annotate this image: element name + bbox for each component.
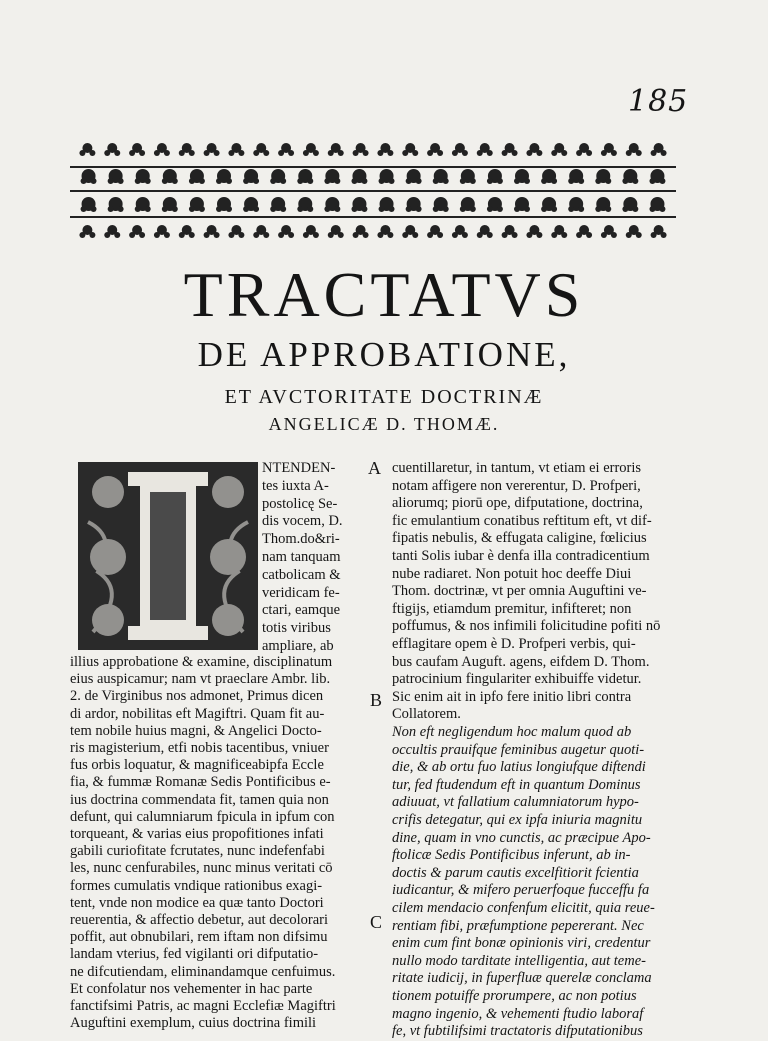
left-column-line: poffit, aut obnubilari, rem iftam non difsimu xyxy=(70,929,328,946)
right-column-line: nullo modo tarditate intelligentia, aut teme- xyxy=(392,952,646,969)
left-column-line: catbolicam & xyxy=(262,566,341,583)
left-column-line: landam vterius, fed vigilanti ori difputatio- xyxy=(70,946,319,963)
left-column-line: NTENDEN- xyxy=(262,460,336,476)
page-number: 185 xyxy=(628,84,689,119)
margin-letter-b: B xyxy=(370,690,383,710)
left-column-line: tem nobile huius magni, & Angelici Docto- xyxy=(70,722,322,739)
left-column-line: nam tanquam xyxy=(262,549,341,565)
left-column-line: formes cumulatis vndique rationibus exagi- xyxy=(70,877,323,894)
left-column-line: fus orbis loquatur, & magnificeabipfa Eccle xyxy=(70,757,324,774)
right-column-line: ftigijs, etiamdum premitur, infifteret; non xyxy=(392,600,632,617)
right-column-line: notam affigere non vererentur, D. Profperi, xyxy=(392,477,641,494)
margin-letter-a: A xyxy=(368,458,381,478)
right-column-line: nube radiaret. Non potuit hoc deeffe Diui xyxy=(392,565,632,582)
right-column-line: tur, fed ftudendum eft in quantum Dominus xyxy=(392,776,641,793)
title: TRACTATVS xyxy=(183,259,585,330)
left-column-line: tes iuxta A- xyxy=(262,477,329,494)
right-column-line: dine, quam in vno cunctis, ac præcipue Apo- xyxy=(392,829,651,846)
right-column-line: patrocinium fingulariter exhibuiffe videtur. xyxy=(392,671,642,688)
right-column-line: adiuuat, vt fallatium calumniatorum hypo- xyxy=(392,794,639,811)
left-column-line: gabili curiofitate fcrutates, nunc indefenfabi xyxy=(70,843,325,860)
left-column-line: Et confolatur nos vehementer in hac parte xyxy=(70,980,313,997)
left-column-line: Auguftini exemplum, cuius doctrina fimili xyxy=(70,1015,317,1032)
left-column-line: les, nunc cenfurabiles, nunc minus veritati cō xyxy=(70,860,333,877)
left-column-line: ampliare, ab xyxy=(262,638,334,654)
left-column-line: postolicę Se- xyxy=(262,495,338,512)
right-column-line: tionem potuiffe prorumpere, ac non potius xyxy=(392,988,637,1004)
right-column-line: iudicantur, & mifero peruerfoque fucceffu fa xyxy=(392,882,650,899)
left-column-line: torqueant, & varias eius propofitiones infati xyxy=(70,826,324,842)
subtitle-line-3: ANGELICÆ D. THOMÆ. xyxy=(268,414,500,434)
right-column-line: magno ingenio, & vehementi ftudio laboraf xyxy=(392,1005,644,1022)
right-column-line: ftolicæ Sedis Pontificibus inferunt, ab in- xyxy=(392,847,631,864)
left-column-line: dis vocem, D. xyxy=(262,513,343,530)
right-column-line: occultis prauifque feminibus augetur quoti- xyxy=(392,741,645,758)
left-column-line: 2. de Virginibus nos admonet, Primus dicen xyxy=(70,688,324,705)
right-column-line: Sic enim ait in ipfo fere initio libri contra xyxy=(392,688,632,705)
right-column-line: aliorumq; piorū ope, difputatione, doctrina, xyxy=(392,495,643,512)
right-column-line: bus caufam Auguft. agens, eifdem D. Thom. xyxy=(392,653,650,670)
right-column-line: rentiam fibi, præfumptione pepererant. Nec xyxy=(392,917,644,934)
decorated-initial-image xyxy=(78,462,258,650)
right-column-line: fic emulantium conatibus reftitum eft, vt dif- xyxy=(392,512,652,529)
left-column-line: ctari, eamque xyxy=(262,602,341,619)
left-column-line: ius doctrina commendata fit, tamen quia non xyxy=(70,791,329,808)
left-column-line: defunt, qui calumniarum fpicula in ipfum con xyxy=(70,808,335,825)
right-column-line: tanti Solis iubar è denfa illa contradicentium xyxy=(392,548,650,564)
left-column-line: reuerentia, & affectio debetur, aut decolorari xyxy=(70,912,329,928)
right-column-line: crifis detegatur, qui ex ipfa iniuria magnitu xyxy=(392,812,643,828)
right-column-line: die, & ab ortu fuo latius longiufque diftendi xyxy=(392,759,646,776)
left-column-line: di ardor, nobilitas eft Magiftri. Quam fit au- xyxy=(70,705,325,722)
right-column-line: Thom. doctrinæ, vt per omnia Auguftini ve- xyxy=(392,583,647,600)
subtitle-line-2: ET AVCTORITATE DOCTRINÆ xyxy=(224,386,544,408)
subtitle: DE APPROBATIONE, xyxy=(197,335,571,374)
left-column-line: Thom.do&ri- xyxy=(262,531,340,548)
right-column-line: Collatorem. xyxy=(392,706,461,723)
right-column-line: cuentillaretur, in tantum, vt etiam ei erroris xyxy=(392,460,642,476)
right-column-line: enim cum fint bonæ opinionis viri, credentur xyxy=(392,935,651,952)
right-column-line: ritate iudicij, in fuperfluæ querelæ conclama xyxy=(392,970,652,987)
right-column-line: efflagitare opem è D. Profperi verbis, qui- xyxy=(392,636,636,652)
right-column-line: Non eft negligendum hoc malum quod ab xyxy=(392,724,632,740)
left-column-line: veridicam fe- xyxy=(262,584,340,601)
right-column-line: doctis & parum cautis excelfitiorit fcientia xyxy=(392,864,639,881)
left-column-line: ris magisterium, etfi nobis tacentibus, vniuer xyxy=(70,740,329,756)
margin-letter-c: C xyxy=(370,912,383,932)
left-column-line: ne difcutiendam, eliminandamque cenfuimus. xyxy=(70,963,336,980)
left-column-line: fanctifsimi Patris, ac magni Ecclefiæ Magiftri xyxy=(70,998,336,1014)
left-column-line: totis viribus xyxy=(262,620,331,637)
ornament-border xyxy=(70,138,676,244)
left-column-line: tent, vnde non modice ea quæ tanto Doctori xyxy=(70,894,324,911)
left-column-line: eius auspicamur; nam vt praeclare Ambr. lib. xyxy=(70,671,331,688)
right-column-line: cilem mendacio confenfum elicitit, quia reue- xyxy=(392,900,655,916)
right-column-line: poffumus, & nos infimili folicitudine pofiti nō xyxy=(392,618,661,635)
right-column-line: fipatis nebulis, & effugata caligine, fœlicius xyxy=(392,530,647,547)
right-column-line: fe, vt fubtilifsimi tractatoris difputationibus xyxy=(392,1023,643,1040)
left-column-line: illius approbatione & examine, disciplinatum xyxy=(70,654,333,670)
left-column-line: fia, & fummæ Romanæ Sedis Pontificibus e- xyxy=(70,774,331,791)
